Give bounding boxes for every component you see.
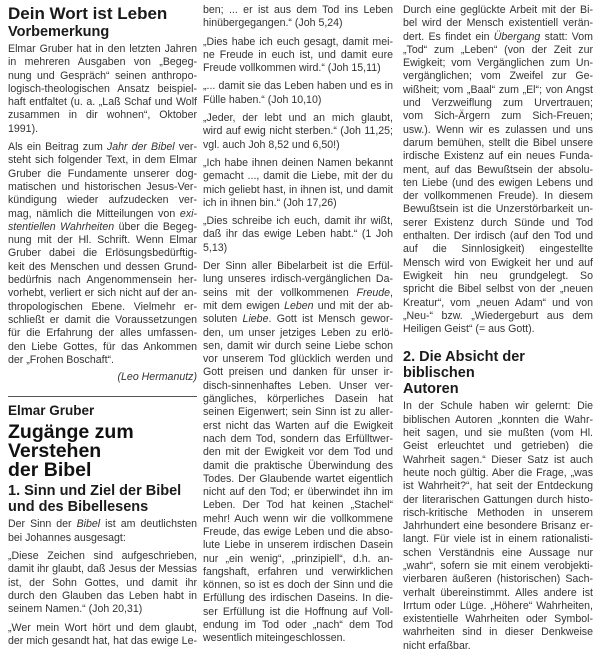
section2-body <box>403 400 593 653</box>
text-line: Freude vollkommen wird.“ (Joh 15,11) <box>203 62 381 75</box>
text-line: „wahr“, sofern sie mit einem verobjekti- <box>403 559 593 572</box>
text-line: Der Sinn der Bibel ist am deutlichsten <box>8 518 197 531</box>
emphasis: Liebe <box>242 313 269 326</box>
emphasis: Übergang <box>493 30 541 43</box>
text-line: kündigung wieder aufzudecken ver- <box>8 194 197 207</box>
text-line: in mehreren Ausgaben von „Begeg- <box>8 56 197 69</box>
text-line: seinem Namen.“ (Joh 20,31) <box>8 603 143 616</box>
text-line: „Diese Zeichen sind aufgeschrieben, <box>8 550 197 563</box>
signature-text: (Leo Hermanutz) <box>117 371 197 384</box>
text-line: dert. Es findet ein Übergang statt: Vom <box>403 30 594 43</box>
text-line: den Liebe Gottes, für das Ankommen <box>8 340 197 353</box>
text-line: für die Erfahrung der alles umfassen- <box>8 327 197 340</box>
text-line: „... damit sie das Leben haben und es in <box>203 80 393 93</box>
text-line: Mensch wird von Ewigkeit her und auf <box>403 256 593 269</box>
text-line: matischen und historischen Jesus-Ver- <box>8 180 197 193</box>
text-line: ser Erfüllung ist die Hoffnung auf Voll- <box>203 605 393 618</box>
text-line: vom Sich-Ärgern zum Sich-Freuen; <box>403 110 593 123</box>
text-line: Jahrhundert eine besondere Brisanz er- <box>403 520 593 533</box>
middle-body <box>203 4 393 646</box>
text-line: gemacht ..., damit die Liebe, mit der du <box>203 170 393 183</box>
text-line: ment, auf das Bewußtsein der absolu- <box>403 163 593 176</box>
text-line: spricht die Bibel selbst von der „neuen <box>403 283 593 296</box>
text-line: usw.). Wenn wir es zulassen und uns <box>403 123 593 136</box>
paragraph <box>203 157 393 210</box>
text-line: disch-sinnenhaftes Leben. Unser ver- <box>203 379 393 392</box>
text-line: nung und Gespräch“ seinen anthropo- <box>8 69 197 82</box>
text-line: risch-kritische Methoden in unserem <box>403 506 593 519</box>
text-line: bedürfnis nach Angenommensein her- <box>8 274 197 287</box>
text-line: wahrheiten sind in dieser Denkweise <box>403 626 593 639</box>
text-line: „Wer mein Wort hört und dem glaubt, <box>8 621 197 634</box>
text-line: Kreatur“, vom „neuen Adam“ und von <box>403 296 593 309</box>
text-line: der „Frohen Boschaft“. <box>8 353 114 366</box>
text-line: „Dies schreibe ich euch, damit ihr wißt, <box>203 215 393 228</box>
emphasis: Leben <box>284 299 314 312</box>
text-line: thropologischen Ebene. Vielmehr er- <box>8 300 197 313</box>
text-line: erst nicht das Warten auf die Ewigkeit <box>203 419 393 432</box>
text-line: endung im Tod oder „nach“ dem Tod <box>203 619 393 632</box>
section1-body <box>8 518 197 648</box>
text-line: den mit der Ewigkeit vor dem Tod und <box>203 446 393 459</box>
paragraph <box>203 36 393 76</box>
signature <box>8 371 197 384</box>
text-line: serer Existenz durch Sünde und Tod <box>403 216 593 229</box>
text-line: nung mit der Hl. Schrift. Wenn Elmar <box>8 234 197 247</box>
text-line: nicht erfaßbar. <box>403 639 471 652</box>
article-subtitle: Vorbemerkung <box>8 24 110 40</box>
text-line: „Ich habe ihnen deinen Namen bekannt <box>203 156 393 169</box>
text-line: hinübergegangen.“ (Joh 5,24) <box>203 17 343 30</box>
text-line: enthalten. Der irdisch (auf den Tod und <box>403 230 593 243</box>
paragraph <box>8 518 197 545</box>
text-line: „Neu-“ bzw. „Wiedergeburt aus dem <box>403 309 593 322</box>
text-line: mit dem ewigen Leben und mit der ab- <box>203 299 393 312</box>
text-line: Gruber dabei die Erlösungsbedürftig- <box>8 247 197 260</box>
text-line: vgl. auch Joh 8,52 und 6,50!) <box>203 138 340 151</box>
section-heading-line: Autoren <box>403 381 459 398</box>
text-line: Irrtum oder Lüge. „Höhere“ Wahrheiten, <box>403 599 593 612</box>
text-line: auf die Sinnlosigkeit) eingestellte <box>403 243 593 256</box>
text-line: verhalt übereinstimmt. Alles andere ist <box>403 586 593 599</box>
paragraph <box>203 80 393 107</box>
paragraph <box>8 141 197 367</box>
text-line: stentiellen Wahrheiten über die Begeg- <box>8 220 197 233</box>
text-line: existentielle Wahrheiten oder Symbol- <box>403 613 593 626</box>
text-line: Bewußtsein ist die Unzerstörbarkeit un- <box>403 203 593 216</box>
text-line: 5,13) <box>203 241 228 254</box>
main-title-line: Zugänge zum Verstehen <box>8 421 134 463</box>
text-line: seinen Eigenwert; sein Sinn ist zu aller- <box>203 406 393 419</box>
text-line: ben; ... er ist aus dem Tod ins Leben <box>203 4 393 16</box>
paragraph <box>203 112 393 152</box>
text-line: den, um unser jetziges Leben zu erlö- <box>203 326 393 339</box>
text-line: vorhebt, verliert er sich nicht auf der an- <box>8 287 197 300</box>
text-line: wißheit; vom „Baal“ zum „El“; von Angst <box>403 83 593 96</box>
article-author: Elmar Gruber <box>8 403 95 419</box>
right-body <box>403 4 593 336</box>
paragraph <box>8 43 197 136</box>
paragraph <box>8 622 197 649</box>
text-line: lute Liebe in unserem irdischen Dasein <box>203 539 393 552</box>
paragraph <box>203 260 393 646</box>
main-title-line: der Bibel <box>8 459 92 482</box>
text-line: ne Freude in euch ist, und damit eure <box>203 48 393 61</box>
text-line: Erfüllung des irdischen Daseins. In die- <box>203 592 393 605</box>
text-line: ten Liebe (und des ewigen Lebens und <box>403 176 593 189</box>
text-line: daß ihr das ewige Leben habt.“ (1 Joh <box>203 228 393 241</box>
text-line: Todes. Der Glaubende wartet eigentlich <box>203 472 393 485</box>
text-line: Ewigkeit; vom Vergänglichen zum Un- <box>403 57 593 70</box>
text-line: Gott preisen und danken für unser ir- <box>203 366 393 379</box>
text-line: ist, der Sohn Gottes, und damit ihr <box>8 576 197 589</box>
text-line: vor unserem Tod glücklich werden und <box>203 353 393 366</box>
text-line: soluten Liebe. Gott ist Mensch gewor- <box>203 313 393 326</box>
text-line: langt. Für viele ist in einem rationalisti- <box>403 533 593 546</box>
text-line: zusammen in dir wohnen“, Oktober <box>8 109 197 122</box>
text-line: der vollkommenen Freude). In diesem <box>403 190 593 203</box>
text-line: der literarischen Gattungen durch histo- <box>403 493 593 506</box>
column-left <box>8 0 197 648</box>
text-line: mehr! Auch wenn wir die vollkommene <box>203 512 393 525</box>
text-line: schen Verständnis eine Aussage nur <box>403 546 593 559</box>
paragraph <box>403 400 593 653</box>
text-line: darum bemühen, stellt die Bibel unsere <box>403 136 593 149</box>
text-line: wird auf ewig nicht sterben.“ (Joh 11,25; <box>203 125 393 138</box>
text-line: lung unseres irdisch-vergänglichen Da- <box>203 273 393 286</box>
text-line: bel wird der Mensch existentiell verän- <box>403 17 593 30</box>
text-line: Geist erleuchtet und getrieben) die <box>403 440 593 453</box>
text-line: damit ihr glaubt, daß Jesus der Messias <box>8 563 197 576</box>
emphasis: Freude <box>356 286 391 299</box>
text-line: logisch-theologischen Ansatz beispiel- <box>8 82 197 95</box>
text-line: durch den Glauben das Leben habt in <box>8 589 197 602</box>
emphasis: stentiellen Wahrheiten <box>8 220 115 233</box>
text-line: Heiligen Geist“ (= aus Gott). <box>403 323 535 336</box>
text-line: steht sich folgender Text, in dem Elmar <box>8 154 197 167</box>
text-line: mich geliebt hast, in ihnen ist, und damit <box>203 183 393 196</box>
emphasis: exi- <box>179 207 197 220</box>
paragraph <box>203 4 393 31</box>
text-line: vierbaren äußeren (historischen) Sach- <box>403 573 593 586</box>
text-line: wesentlich miteingeschlossen. <box>203 632 346 645</box>
text-line: vergänglichen; vom Zweifel zur Ge- <box>403 70 593 83</box>
emphasis: Bibel <box>76 518 101 531</box>
text-line: Als ein Beitrag zum Jahr der Bibel ver- <box>8 141 197 154</box>
article-title: Dein Wort ist Leben <box>8 4 168 23</box>
text-line: keit des Menschen und dessen Grund- <box>8 260 197 273</box>
text-line: In der Schule haben wir gelernt: Die <box>403 400 593 413</box>
text-line: können, so ist es doch der Sinn und die <box>203 579 393 592</box>
main-title <box>8 423 197 480</box>
text-line: heit sagen, und sie mußten (vom Hl. <box>403 427 593 440</box>
text-line: nach dem Tod, sondern das Erfülltwer- <box>203 432 393 445</box>
text-line: sen, damit wir durch seine Liebe schon <box>203 339 393 352</box>
text-line: der mich gesandt hat, hat das ewige Le- <box>8 634 197 647</box>
text-line: Freude, das ewige Leben und die abso- <box>203 525 393 538</box>
text-line: Wahrheit sagen.“ Dieser Satz ist auch <box>403 453 593 466</box>
text-line: fangshaft, erfahren und verwirklichen <box>203 565 393 578</box>
column-right <box>403 0 593 653</box>
paragraph <box>403 4 593 336</box>
section-heading-1 <box>8 483 197 515</box>
text-line: Der Sinn aller Bibelarbeit ist die Erfül- <box>203 260 393 273</box>
text-line: Leben. Der Tod hat keinen „Stachel“ <box>203 499 393 512</box>
text-line: 1991). <box>8 122 39 135</box>
paragraph <box>8 550 197 616</box>
text-line: bei Johannes ausgesagt: <box>8 531 126 544</box>
text-line: heute noch gültig. Aber die Frage, „was <box>403 466 593 479</box>
text-line: schließt er damit die Voraussetzungen <box>8 313 197 326</box>
text-line: haft entfaltet (u. a. „Laß Schaf und Wolf <box>8 96 197 109</box>
text-line: mag, nämlich die Mitteilungen von exi- <box>8 207 197 220</box>
text-line: Elmar Gruber hat in den letzten Jahren <box>8 43 197 55</box>
text-line: „Jeder, der lebt und an mich glaubt, <box>203 112 393 125</box>
emphasis: Jahr der Bibel <box>106 141 175 154</box>
section-heading-line: 2. Die Absicht der biblischen <box>403 349 525 382</box>
paragraph <box>203 215 393 255</box>
text-line: seins mit der vollkommenen Freude, <box>203 286 393 299</box>
text-line: irdische Existenz auf ein neues Funda- <box>403 150 593 163</box>
text-line: nur „ein wenig“, „prinzipiell“, d.h. an- <box>203 552 393 565</box>
text-line: und Verzweiflung zum Urvertrauen; <box>403 97 593 110</box>
intro-body <box>8 43 197 367</box>
column-middle <box>203 0 393 646</box>
section-heading-line: 1. Sinn und Ziel der Bibel <box>8 483 182 500</box>
section-heading-2 <box>403 349 593 397</box>
text-line: ich in ihnen bin.“ (Joh 17,26) <box>203 196 337 209</box>
text-line: damit die praktische Überwindung des <box>203 459 393 472</box>
text-line: gängliches, körperliches Dasein hat <box>203 393 393 406</box>
text-line: Fülle haben.“ (Joh 10,10) <box>203 93 322 106</box>
text-line: „Dies habe ich euch gesagt, damit mei- <box>203 35 393 48</box>
text-line: nicht auf den Tod; er überwindet ihn im <box>203 486 393 499</box>
section-heading-line: und des Bibellesens <box>8 499 149 516</box>
text-line: „Tod“ zum „Leben“ (von der Zeit zur <box>403 43 593 56</box>
text-line: ist Wahrheit?“, hat seit der Entdeckung <box>403 480 593 493</box>
text-line: Ewigkeit hin neu grundgelegt. So <box>403 269 593 282</box>
text-line: biblischen Autoren „konnten die Wahr- <box>403 413 593 426</box>
text-line: Durch eine geglückte Arbeit mit der Bi- <box>403 4 593 16</box>
text-line: Gruber die Fundamente unserer dog- <box>8 167 197 180</box>
